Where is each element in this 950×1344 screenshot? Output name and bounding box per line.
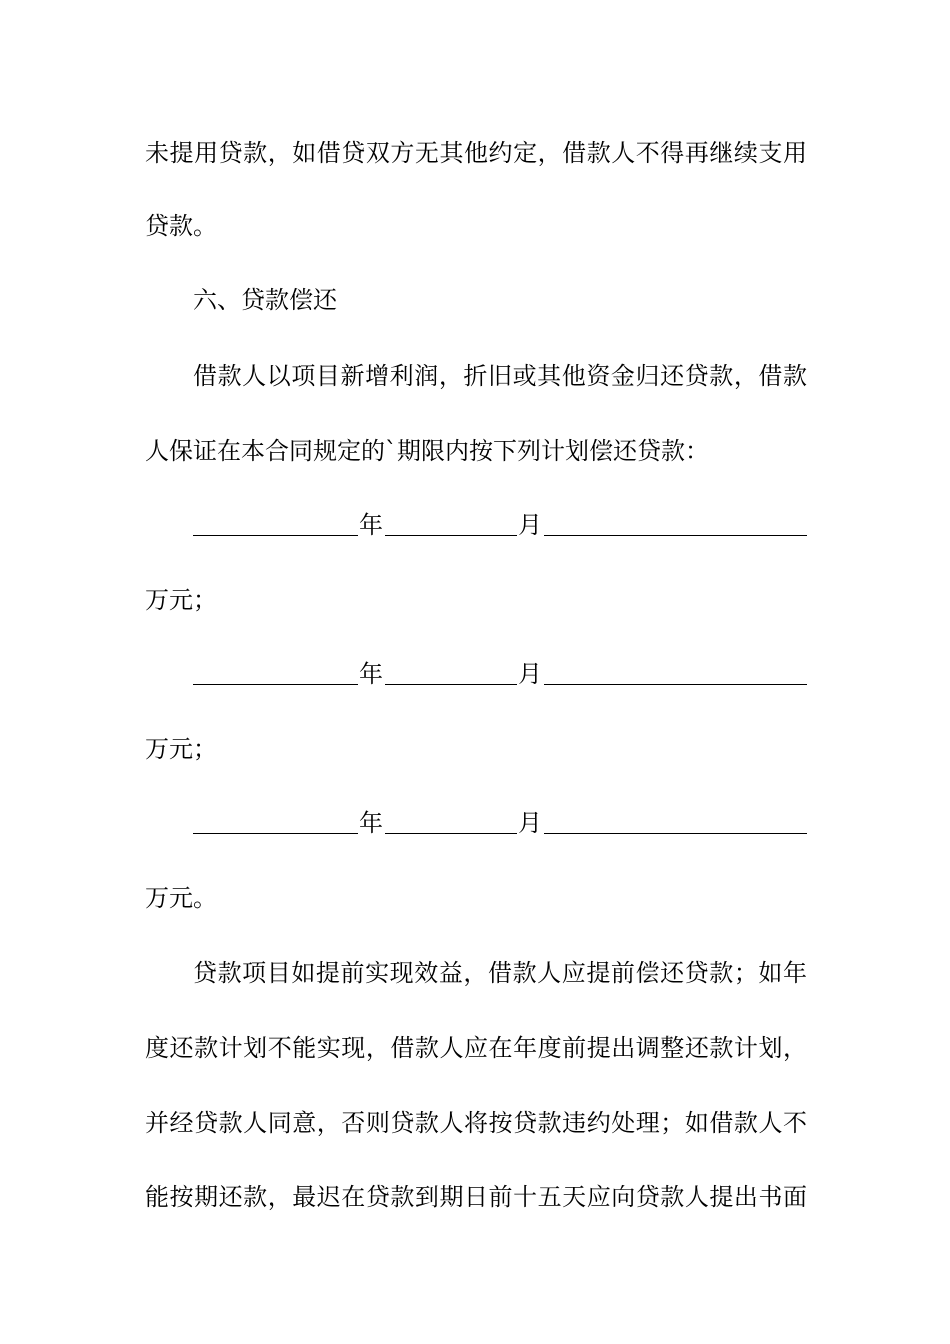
amount-unit: 万元。 (145, 884, 217, 912)
month-blank (385, 833, 517, 834)
paragraph-line: 人保证在本合同规定的`期限内按下列计划偿还贷款： (145, 437, 709, 465)
section-heading: 六、贷款偿还 (193, 286, 337, 314)
year-blank (193, 833, 358, 834)
year-label: 年 (359, 809, 383, 837)
year-blank (193, 684, 358, 685)
paragraph-line: 并经贷款人同意，否则贷款人将按贷款违约处理；如借款人不 (145, 1109, 807, 1137)
amount-blank (544, 684, 807, 685)
paragraph-line: 度还款计划不能实现，借款人应在年度前提出调整还款计划， (145, 1034, 807, 1062)
year-label: 年 (359, 660, 383, 688)
paragraph-line: 贷款。 (145, 212, 217, 240)
month-label: 月 (518, 809, 542, 837)
amount-unit: 万元； (145, 586, 217, 614)
paragraph-line: 未提用贷款，如借贷双方无其他约定，借款人不得再继续支用 (145, 139, 807, 167)
month-label: 月 (518, 511, 542, 539)
amount-unit: 万元； (145, 735, 217, 763)
paragraph-line: 借款人以项目新增利润，折旧或其他资金归还贷款，借款 (193, 362, 807, 390)
repayment-schedule-row (193, 808, 807, 838)
paragraph-line: 贷款项目如提前实现效益，借款人应提前偿还贷款；如年 (193, 959, 807, 987)
month-blank (385, 684, 517, 685)
paragraph-line: 能按期还款，最迟在贷款到期日前十五天应向贷款人提出书面 (145, 1183, 807, 1211)
year-blank (193, 535, 358, 536)
repayment-schedule-row (193, 659, 807, 689)
amount-blank (544, 535, 807, 536)
year-label: 年 (359, 511, 383, 539)
amount-blank (544, 833, 807, 834)
repayment-schedule-row (193, 510, 807, 540)
month-blank (385, 535, 517, 536)
month-label: 月 (518, 660, 542, 688)
